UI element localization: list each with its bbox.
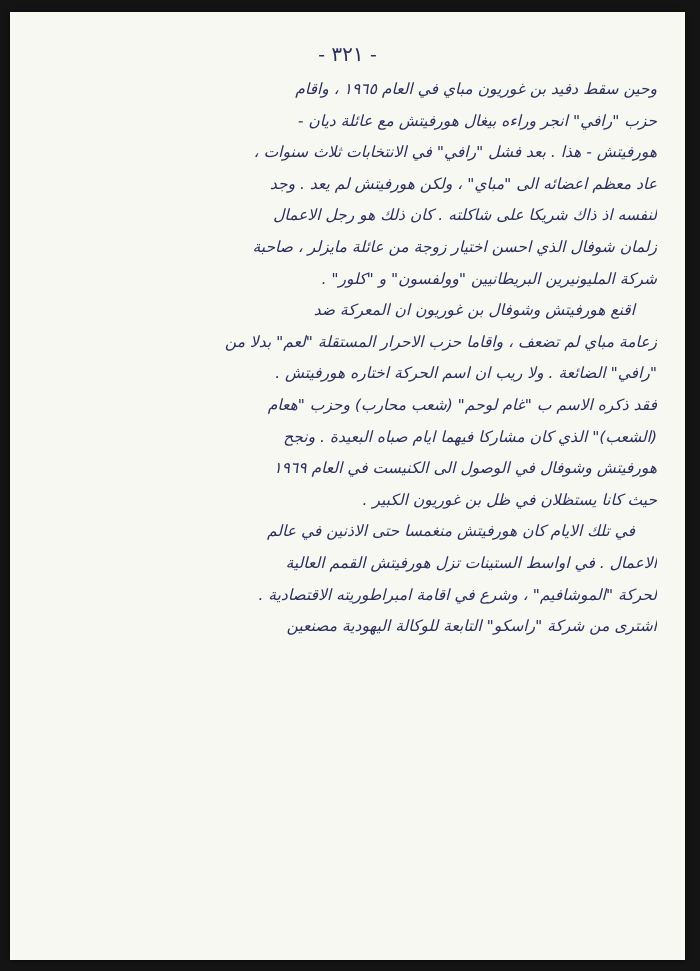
text-line: "رافي" الضائعة . ولا ريب ان اسم الحركة اختاره هورفيتش . [275,364,657,383]
text-line: لنفسه اذ ذاك شريكا على شاكلته . كان ذلك هو رجل الاعمال [273,206,657,225]
text-line: فقد ذكره الاسم ب "غام لوحم" (شعب محارب) وحزب "هعام [267,395,657,414]
text-line: عاد معظم اعضائه الى "مباي" ، ولكن هورفيتش لم يعد . وجد [269,174,657,193]
page-number: - ٣٢١ - [318,42,377,66]
text-line: لحركة "الموشافيم" ، وشرع في اقامة امبراطوريته الاقتصادية . [258,585,657,604]
text-line: زلمان شوفال الذي احسن اختيار زوجة من عائلة مايزلر ، صاحبة [252,237,657,256]
text-line: هورفيتش - هذا . بعد فشل "رافي" في الانتخابات ثلاث سنوات ، [253,143,657,162]
manuscript-page [10,12,685,960]
text-line: وحين سقط دفيد بن غوريون مباي في العام ١٩٦٥ ، واقام [295,80,657,98]
text-line: اقنع هورفيتش وشوفال بن غوريون ان المعركة ضد [313,301,635,320]
handwritten-text-body [40,74,657,643]
text-line: حيث كانا يستظلان في ظل بن غوريون الكبير . [362,490,657,509]
text-line: الاعمال . في اواسط الستينات تزل هورفيتش القمم العالية [285,553,657,572]
text-line: زعامة مباي لم تضعف ، واقاما حزب الاحرار المستقلة "لعم" بدلا من [224,332,657,351]
text-line: (الشعب)" الذي كان مشاركا فيهما ايام صباه البعيدة . ونجح [283,427,657,446]
text-line: هورفيتش وشوفال في الوصول الى الكنيست في العام ١٩٦٩ [273,459,657,478]
text-line: حزب "رافي" انجر وراءه بيغال هورفيتش مع عائلة ديان - [297,111,657,130]
text-line: في تلك الايام كان هورفيتش منغمسا حتى الاذنين في عالم [267,522,635,541]
text-line: اشترى من شركة "راسكو" التابعة للوكالة اليهودية مصنعين [286,617,657,636]
text-line: شركة المليونيرين البريطانيين "وولفسون" و "كلور" . [321,269,657,288]
